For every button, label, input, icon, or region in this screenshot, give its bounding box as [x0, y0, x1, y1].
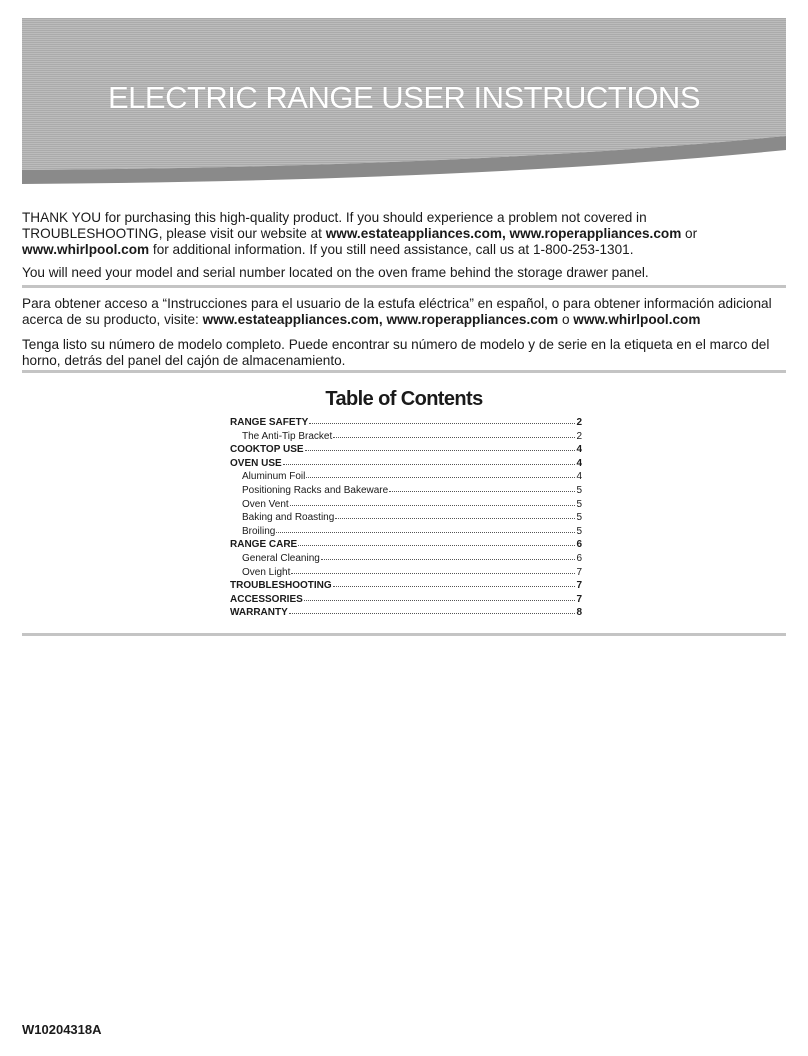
toc-entry-page: 5	[576, 525, 582, 537]
toc-entry-label: Baking and Roasting	[242, 512, 335, 524]
toc-leader-dots	[304, 592, 576, 601]
spanish-text: Para obtener acceso a “Instrucciones para el usuario de la estufa eléctrica” en español, o para obtener información adicional acerca de su producto, visite:	[22, 296, 772, 327]
toc-leader-dots	[389, 483, 575, 492]
toc-leader-dots	[333, 429, 575, 438]
toc-entry-page: 2	[576, 430, 582, 442]
toc-leader-dots	[309, 415, 575, 424]
toc-entry-label: TROUBLESHOOTING	[230, 580, 332, 592]
spanish-paragraph-2: Tenga listo su número de modelo completo. Puede encontrar su número de modelo y de serie en la etiqueta en el marco del horno, detrás del panel del cajón de almacenamiento.	[22, 337, 770, 368]
intro-text: THANK YOU for purchasing this high-quality product. If you should experience a problem not covered in TROUBLESHOOTING, please visit our website at	[22, 210, 647, 241]
toc-entry[interactable]	[230, 470, 582, 484]
toc-entry-page: 8	[576, 607, 582, 619]
toc-entry[interactable]	[230, 430, 582, 444]
toc-leader-dots	[276, 524, 575, 533]
toc-entry[interactable]	[230, 457, 582, 471]
spanish-paragraph-1	[22, 296, 786, 328]
toc-entry-page: 4	[576, 444, 582, 456]
toc-entry[interactable]	[230, 538, 582, 552]
toc-entry[interactable]	[230, 579, 582, 593]
toc-entry-page: 5	[576, 484, 582, 496]
intro-section	[22, 210, 786, 288]
toc-entry-page: 5	[576, 512, 582, 524]
toc-entry-page: 2	[576, 417, 582, 428]
header-banner	[22, 18, 786, 194]
intro-paragraph-2: You will need your model and serial number located on the oven frame behind the storage drawer panel.	[22, 265, 649, 280]
link-sep: ,	[501, 226, 510, 241]
toc-title: Table of Contents	[325, 388, 483, 410]
toc-entry-page: 5	[576, 498, 582, 510]
divider-rule	[22, 285, 786, 288]
toc-entry-page: 6	[576, 539, 582, 551]
toc-leader-dots	[335, 510, 575, 519]
toc-entry-label: Aluminum Foil	[242, 471, 306, 483]
link-whirlpool-es[interactable]: www.whirlpool.com	[573, 312, 701, 327]
toc-entry[interactable]	[230, 566, 582, 580]
link-sep-o: o	[558, 312, 574, 327]
toc-entry-page: 7	[576, 566, 582, 578]
toc-entry[interactable]	[230, 484, 582, 498]
toc-entry-label: The Anti-Tip Bracket	[242, 430, 333, 442]
toc-leader-dots	[291, 565, 575, 574]
toc-entry-page: 7	[576, 580, 582, 592]
toc-leader-dots	[290, 497, 576, 506]
toc-entry[interactable]	[230, 511, 582, 525]
toc-entry-label: RANGE SAFETY	[230, 417, 309, 428]
toc-entry-page: 6	[576, 552, 582, 564]
toc-entry[interactable]	[230, 606, 582, 620]
link-sep-es: ,	[378, 312, 387, 327]
toc-entry-page: 4	[576, 471, 582, 483]
link-estate-es[interactable]: www.estateappliances.com	[202, 312, 379, 327]
toc-entry-page: 4	[576, 457, 582, 469]
toc-entry-label: Oven Light	[242, 566, 291, 578]
toc-leader-dots	[305, 442, 576, 451]
toc-entry[interactable]	[230, 416, 582, 430]
toc-leader-dots	[298, 537, 575, 546]
toc-entry-label: COOKTOP USE	[230, 444, 304, 456]
intro-paragraph-1	[22, 210, 786, 258]
toc-entry-page: 7	[576, 593, 582, 605]
toc-leader-dots	[283, 456, 576, 465]
toc-leader-dots	[321, 551, 576, 560]
toc-entry[interactable]	[230, 593, 582, 607]
divider-rule	[22, 370, 786, 373]
toc-entry[interactable]	[230, 443, 582, 457]
document-title: ELECTRIC RANGE USER INSTRUCTIONS	[107, 80, 700, 115]
toc-entry-label: RANGE CARE	[230, 539, 298, 551]
toc-entry[interactable]	[230, 525, 582, 539]
toc-entry-label: WARRANTY	[230, 607, 288, 619]
toc-leader-dots	[333, 578, 576, 587]
link-roper-es[interactable]: www.roperappliances.com	[386, 312, 559, 327]
link-roper[interactable]: www.roperappliances.com	[509, 226, 682, 241]
link-sep-or: or	[681, 226, 698, 241]
toc-entry-label: OVEN USE	[230, 457, 282, 469]
toc-entry[interactable]	[230, 498, 582, 512]
toc-leader-dots	[289, 605, 576, 614]
toc-entry-label: ACCESSORIES	[230, 593, 303, 605]
toc-entry-label: Positioning Racks and Bakeware	[242, 484, 389, 496]
toc-entry-label: Oven Vent	[242, 498, 289, 510]
intro-text-end: for additional information. If you still need assistance, call us at 1-800-253-1301.	[149, 242, 634, 257]
table-of-contents	[230, 416, 582, 620]
toc-leader-dots	[306, 469, 575, 478]
spanish-section	[22, 296, 786, 378]
toc-entry[interactable]	[230, 552, 582, 566]
toc-entry-label: General Cleaning	[242, 552, 320, 564]
divider-rule	[22, 633, 786, 636]
document-code: W10204318A	[22, 1022, 102, 1037]
link-estate[interactable]: www.estateappliances.com	[325, 226, 502, 241]
link-whirlpool[interactable]: www.whirlpool.com	[22, 242, 150, 257]
toc-entry-label: Broiling	[242, 525, 276, 537]
